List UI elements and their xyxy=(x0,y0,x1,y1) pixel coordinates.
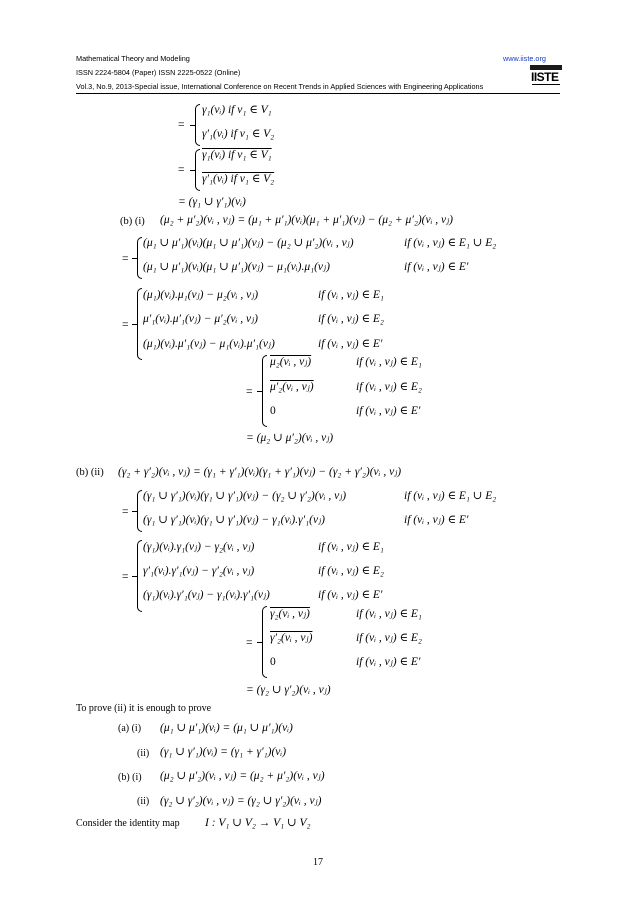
math-line: (γ₁ ∪ γ′₁)(vᵢ) = (γ₁ + γ′₁)(vᵢ) xyxy=(160,746,287,758)
math-line: 0 xyxy=(270,405,276,417)
equals-sign: = xyxy=(122,571,129,583)
math-line: (γ₂ ∪ γ′₂)(vᵢ , vⱼ) = (γ₂ ∪ γ′₂)(vᵢ , vⱼ) xyxy=(160,795,322,807)
math-line: if (vᵢ , vⱼ) ∈ E' xyxy=(356,656,421,668)
math-line: (μ₁ ∪ μ′₁)(vᵢ)(μ₁ ∪ μ′₁)(vⱼ) − μ₁(vᵢ).μ₁(vⱼ) xyxy=(143,261,330,273)
math-line: if (vᵢ , vⱼ) ∈ E₁ xyxy=(318,289,384,301)
math-line: μ′₂(vᵢ , vⱼ) xyxy=(270,381,314,393)
math-line: (γ₁ ∪ γ′₁)(vᵢ)(γ₁ ∪ γ′₁)(vⱼ) − (γ₂ ∪ γ′₂)(vᵢ , vⱼ) xyxy=(143,490,347,502)
math-line: if (vᵢ , vⱼ) ∈ E₁ xyxy=(356,608,422,620)
page-number: 17 xyxy=(313,857,323,868)
math-line: if (vᵢ , vⱼ) ∈ E₁ ∪ E₂ xyxy=(404,237,497,249)
header-rule xyxy=(76,93,560,94)
equals-sign: = xyxy=(122,319,129,331)
math-line: (μ₂ + μ′₂)(vᵢ , vⱼ) = (μ₁ + μ′₁)(vᵢ)(μ₁ + μ′₁)(vⱼ) − (μ₂ + μ′₂)(vᵢ , vⱼ) xyxy=(160,214,454,226)
math-line: 0 xyxy=(270,656,276,668)
equals-sign: = xyxy=(178,119,185,131)
math-line: if (vᵢ , vⱼ) ∈ E' xyxy=(356,405,421,417)
math-line: (γ₁)(vᵢ).γ₁(vⱼ) − γ₂(vᵢ , vⱼ) xyxy=(143,541,255,553)
brace xyxy=(137,288,142,360)
brace xyxy=(137,237,142,279)
journal-title: Mathematical Theory and Modeling xyxy=(76,54,190,63)
equals-sign: = xyxy=(122,506,129,518)
math-line: γ₂(vᵢ , vⱼ) xyxy=(270,608,310,620)
math-line: (γ₂ + γ′₂)(vᵢ , vⱼ) = (γ₁ + γ′₁)(vᵢ)(γ₁ + γ′₁)(vⱼ) − (γ₂ + γ′₂)(vᵢ , vⱼ) xyxy=(118,466,402,478)
math-line: if (vᵢ , vⱼ) ∈ E' xyxy=(318,338,383,350)
math-line: if (vᵢ , vⱼ) ∈ E₁ xyxy=(356,356,422,368)
math-line: γ′₂(vᵢ , vⱼ) xyxy=(270,632,313,644)
item-label: (a) (i) xyxy=(118,723,142,734)
math-line: (μ₁ ∪ μ′₁)(vᵢ)(μ₁ ∪ μ′₁)(vⱼ) − (μ₂ ∪ μ′₂)(vᵢ , vⱼ) xyxy=(143,237,354,249)
equals-sign: = xyxy=(122,253,129,265)
item-label: (b) (i) xyxy=(118,772,142,783)
math-line: if (vᵢ , vⱼ) ∈ E₂ xyxy=(356,381,422,393)
math-line: (μ₁)(vᵢ).μ′₁(vⱼ) − μ₁(vᵢ).μ′₁(vⱼ) xyxy=(143,338,275,350)
math-line: if (vᵢ , vⱼ) ∈ E₂ xyxy=(356,632,422,644)
math-line: μ′₁(vᵢ).μ′₁(vⱼ) − μ′₂(vᵢ , vⱼ) xyxy=(143,313,258,325)
section-label: (b) (ii) xyxy=(76,467,104,478)
math-line: γ₁(vᵢ) if v₁ ∈ V₁ xyxy=(202,149,272,161)
iiste-logo-text: IISTE xyxy=(531,70,559,84)
math-line: (μ₁)(vᵢ).μ₁(vⱼ) − μ₂(vᵢ , vⱼ) xyxy=(143,289,259,301)
equals-sign: = xyxy=(246,637,253,649)
math-line: if (vᵢ , vⱼ) ∈ E' xyxy=(318,589,383,601)
math-line: γ′₁(vᵢ) if v₁ ∈ V₂ xyxy=(202,173,275,185)
iiste-logo xyxy=(530,65,562,87)
math-line: (γ₁ ∪ γ′₁)(vᵢ)(γ₁ ∪ γ′₁)(vⱼ) − γ₁(vᵢ).γ′₁(vⱼ) xyxy=(143,514,325,526)
math-line: = (γ₂ ∪ γ′₂)(vᵢ , vⱼ) xyxy=(246,684,331,696)
identity-map: I : V₁ ∪ V₂ → V₁ ∪ V₂ xyxy=(205,817,311,829)
math-line: if (vᵢ , vⱼ) ∈ E' xyxy=(404,514,469,526)
math-line: γ₁(vᵢ) if v₁ ∈ V₁ xyxy=(202,104,272,116)
math-line: if (vᵢ , vⱼ) ∈ E₁ ∪ E₂ xyxy=(404,490,497,502)
math-line: if (vᵢ , vⱼ) ∈ E₁ xyxy=(318,541,384,553)
math-line: = (μ₂ ∪ μ′₂)(vᵢ , vⱼ) xyxy=(246,432,334,444)
math-line: (μ₂ ∪ μ′₂)(vᵢ , vⱼ) = (μ₂ + μ′₂)(vᵢ , vⱼ) xyxy=(160,770,325,782)
brace xyxy=(195,149,200,191)
equals-sign: = xyxy=(246,386,253,398)
issn-line: ISSN 2224-5804 (Paper) ISSN 2225-0522 (Online) xyxy=(76,68,241,77)
equals-sign: = xyxy=(178,164,185,176)
math-line: = (γ₁ ∪ γ′₁)(vᵢ) xyxy=(178,196,246,208)
section-label: (b) (i) xyxy=(120,216,145,227)
prove-intro: To prove (ii) it is enough to prove xyxy=(76,703,212,714)
math-line: (μ₁ ∪ μ′₁)(vᵢ) = (μ₁ ∪ μ′₁)(vᵢ) xyxy=(160,722,293,734)
brace xyxy=(137,540,142,612)
brace xyxy=(195,104,200,146)
math-line: γ′₁(vᵢ).γ′₁(vⱼ) − γ′₂(vᵢ , vⱼ) xyxy=(143,565,255,577)
brace xyxy=(262,606,267,678)
brace xyxy=(137,490,142,532)
math-line: (γ₁)(vᵢ).γ′₁(vⱼ) − γ₁(vᵢ).γ′₁(vⱼ) xyxy=(143,589,270,601)
math-line: if (vᵢ , vⱼ) ∈ E₂ xyxy=(318,565,384,577)
math-line: if (vᵢ , vⱼ) ∈ E' xyxy=(404,261,469,273)
math-line: if (vᵢ , vⱼ) ∈ E₂ xyxy=(318,313,384,325)
item-label: (ii) xyxy=(137,748,150,759)
math-line: μ₂(vᵢ , vⱼ) xyxy=(270,356,312,368)
volume-line: Vol.3, No.9, 2013-Special issue, International Conference on Recent Trends in Applied Sciences with Engineering Applications xyxy=(76,82,484,91)
website-link[interactable]: www.iiste.org xyxy=(503,54,546,63)
identity-text: Consider the identity map xyxy=(76,818,180,829)
item-label: (ii) xyxy=(137,796,150,807)
brace xyxy=(262,355,267,427)
math-line: γ′₁(vᵢ) if v₁ ∈ V₂ xyxy=(202,128,275,140)
